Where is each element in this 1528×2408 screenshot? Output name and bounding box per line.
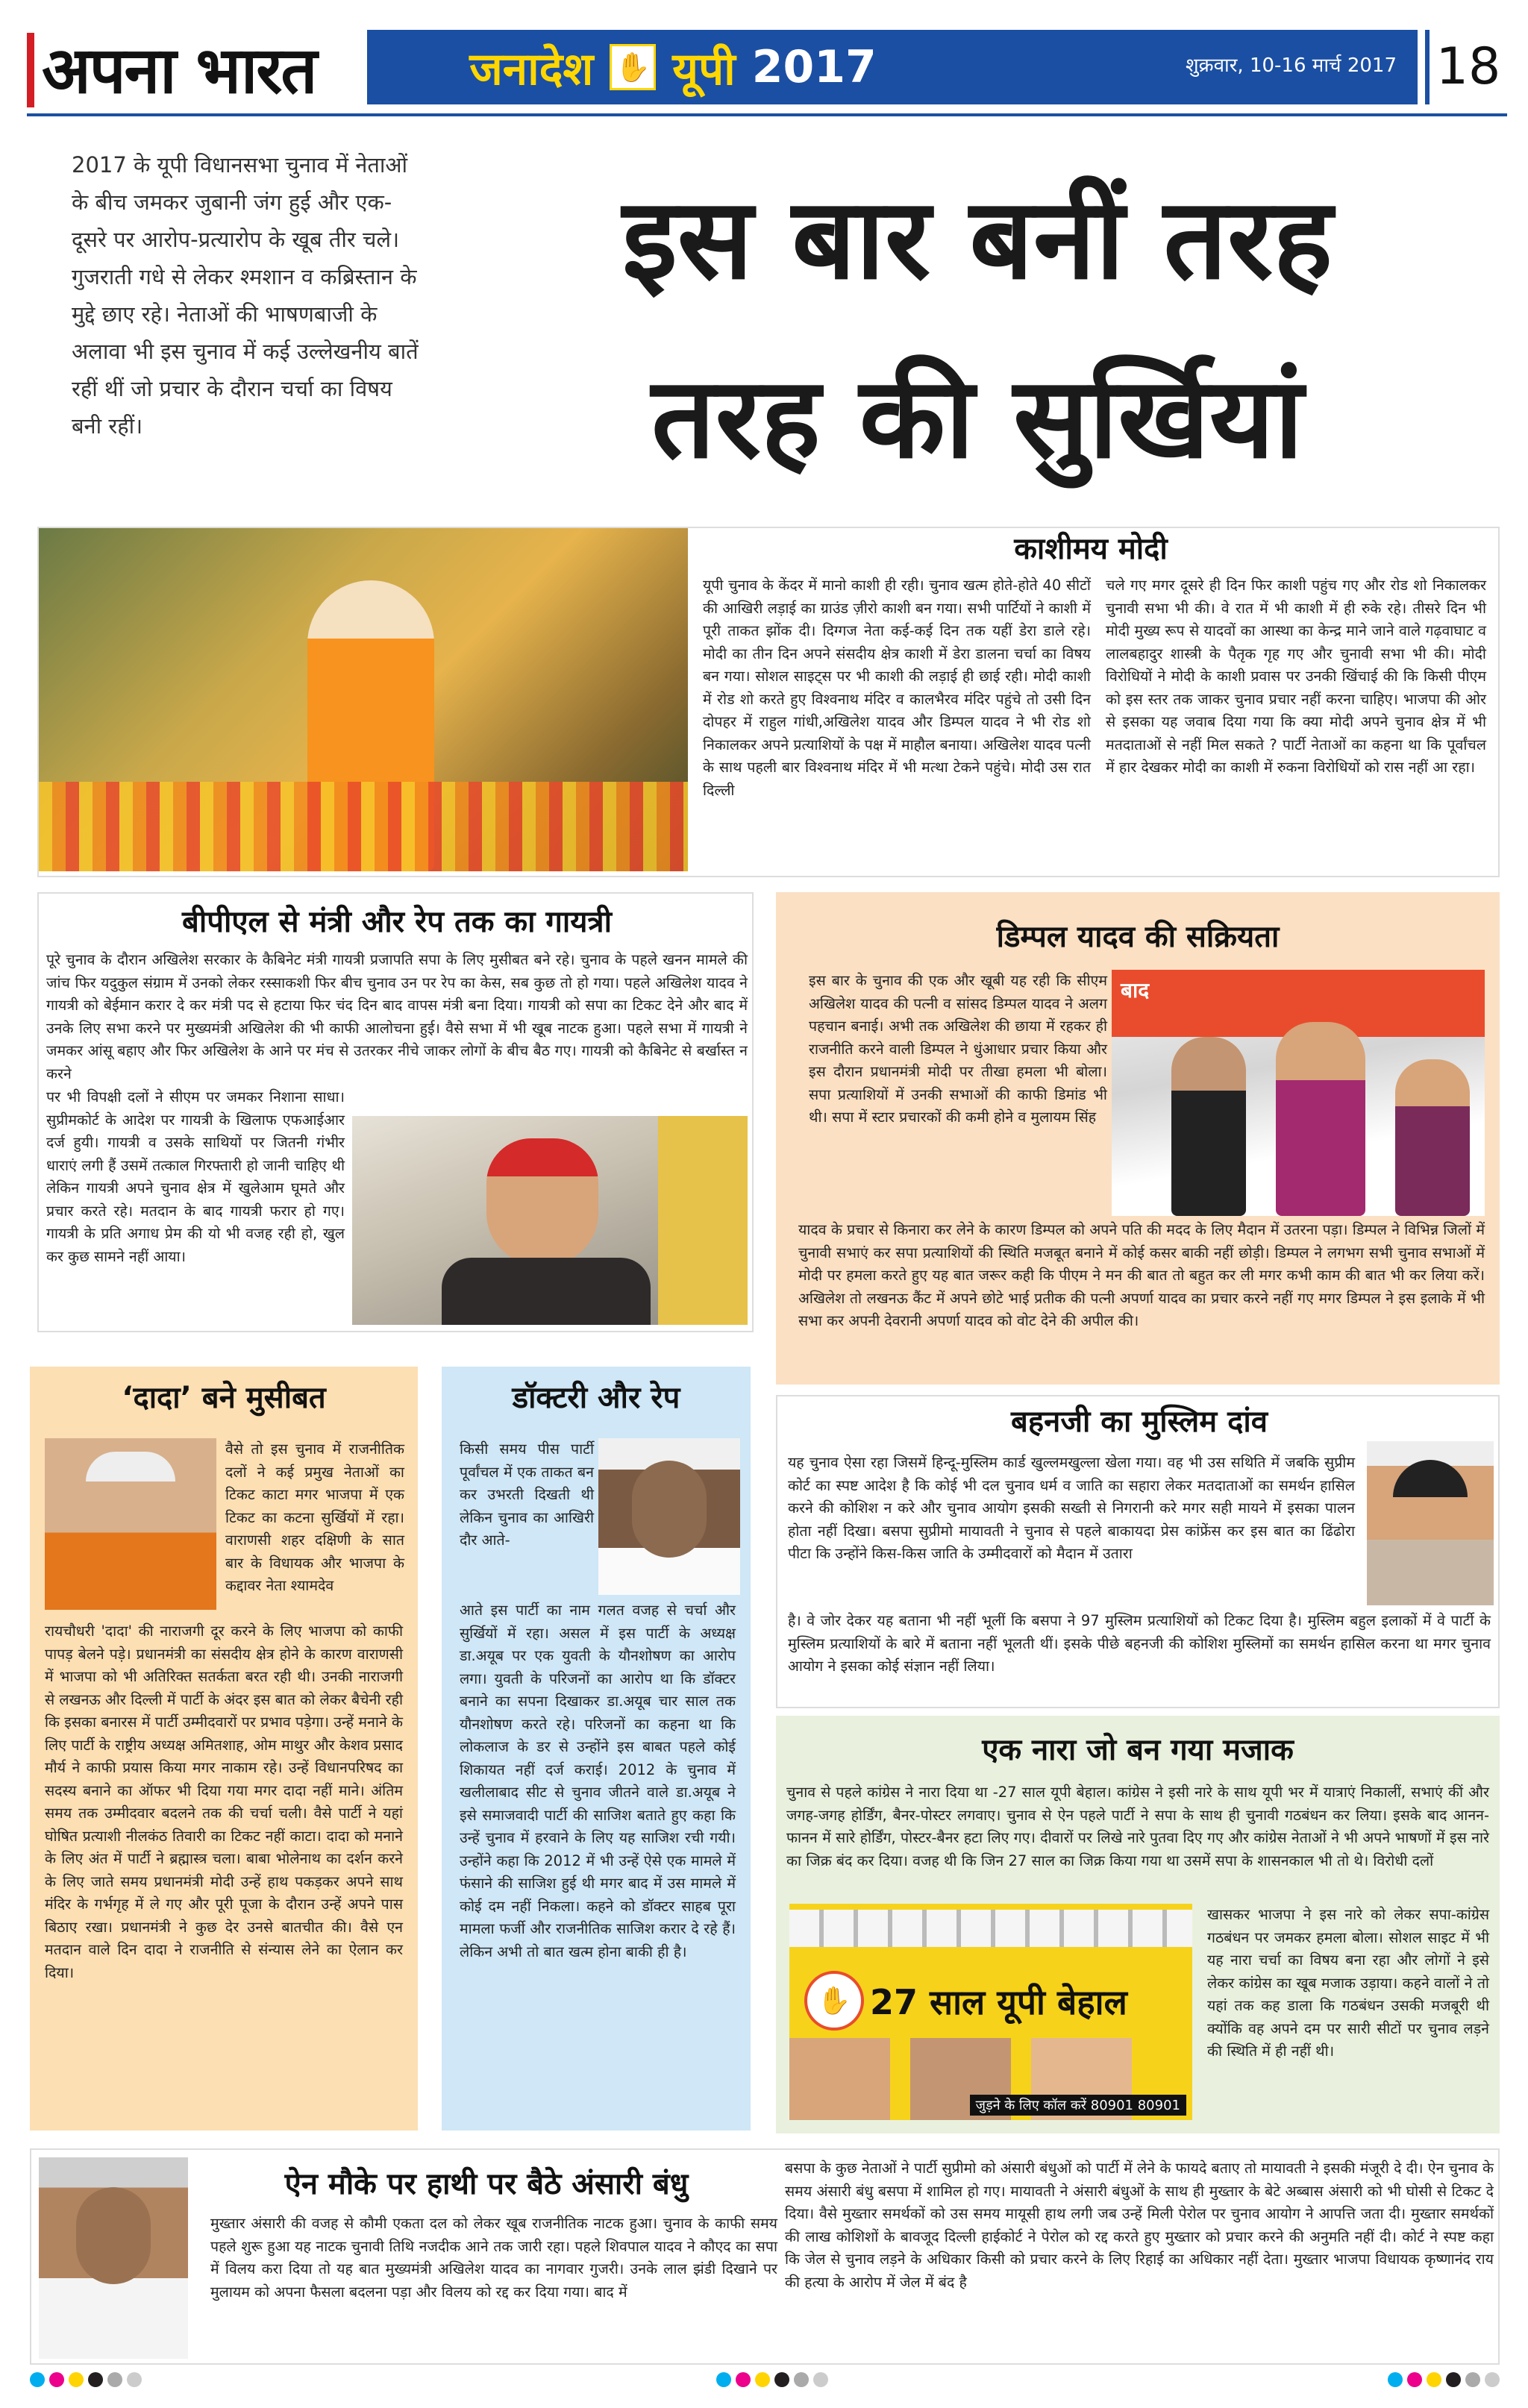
newspaper-logo: अपना भारत: [42, 33, 316, 108]
story-title: डॉक्टरी और रेप: [512, 1381, 680, 1415]
registration-dots-right: [1388, 2372, 1500, 2387]
registration-dot: [1465, 2372, 1480, 2387]
registration-dot: [813, 2372, 828, 2387]
story-dimple: [776, 892, 1500, 1385]
story-doctor: [442, 1367, 751, 2130]
dr-ayub-portrait-photo: [598, 1438, 740, 1595]
story-body-top: पूरे चुनाव के दौरान अखिलेश सरकार के कैबिनेट मंत्री गायत्री प्रजापति सपा के लिए मुसीबत बने रहे। चुनाव के पहले खनन मामले की जांच फिर यदुकुल संग्राम में उनको लेकर रस्साकशी फिर बीच चुनाव उन पर रेप का केस, सब कुछ तो हो गया। पहले अखिलेश यादव ने गायत्री को बेईमान करार दे कर मंत्री पद से हटाया फिर चंद दिन बाद वापस मंत्री बना दिया। गायत्री को सपा का टिकट देने और बाद में उनके लिए सभा करने पर मुख्यमंत्री अखिलेश की भी काफी आलोचना हुई। वैसे सभा में भी खूब नाटक हुआ। पहले सभा में गायत्री ने जमकर आंसू बहाए और फिर अखिलेश के आने पर मंच से उतरकर नीचे जाकर लोगों के बीच बैठ गए। गायत्री को कैबिनेट से बर्खास्त न करने: [46, 951, 748, 1082]
story-body-column-2: चले गए मगर दूसरे ही दिन फिर काशी पहुंच गए और रोड शो निकालकर चुनावी सभा भी की। वे रात में भी काशी में ही रुके रहे। तीसरे दिन भी मोदी मुख्य रूप से यादवों का आस्था का केन्द्र माने जाने वाले गढ़वाघाट व लालबहादुर शास्त्री के पैतृक गृह गए और चुनावी सभा भी की। मोदी विरोधियों ने मोदी के काशी प्रवास पर उनकी खिंचाई की कि किसी पीएम को इस स्तर तक जाकर चुनाव प्रचार नहीं करना चाहिए। भाजपा की ओर से इसका यह जवाब दिया गया कि क्या मोदी अपने चुनाव क्षेत्र में भी मतदाताओं से नहीं मिल सकते ? पार्टी नेताओं का कहना था कि पूर्वांचल में हार देखकर मोदी का काशी में रुकना विरोधियों को रास नहीं आ रहा।: [1106, 577, 1486, 776]
registration-dot: [716, 2372, 731, 2387]
story-body-side: खासकर भाजपा ने इस नारे को लेकर सपा-कांग्रेस गठबंधन पर जमकर हमला बोला। सोशल साइट में भी यह नारा चर्चा का विषय बना रहा और लोगों ने इसे लेकर कांग्रेस का खूब मजाक उड़ाया। कहने वालों ने तो यहां तक कह डाला कि गठबंधन उसकी मजबूरी थी क्योंकि वह अपने दम पर सारी सीटों पर चुनाव लड़ने की स्थिति में ही नहीं थी।: [1207, 1906, 1489, 2060]
masthead-rule: [27, 113, 1507, 116]
photo-banner-text: बाद: [1121, 978, 1150, 1003]
story-gayatri: [37, 892, 754, 1332]
story-title: बहनजी का मुस्लिम दांव: [1011, 1405, 1268, 1439]
registration-dot: [107, 2372, 122, 2387]
story-body-bottom: है। वे जोर देकर यह बताना भी नहीं भूलीं कि बसपा ने 97 मुस्लिम प्रत्याशियों को टिकट दिया है। मुस्लिम बहुल इलाकों में वे पार्टी के मुस्लिम प्रत्याशियों के बारे में बताना नहीं भूलती थीं। इसके पीछे बहनजी की कोशिश मुस्लिमों का समर्थन हासिल करना था मगर चुनाव आयोग ने इसका कोई संज्ञान नहीं लिया।: [788, 1612, 1491, 1675]
headline-line-2: तरह की सुर्खियां: [651, 352, 1303, 483]
registration-dot: [1388, 2372, 1403, 2387]
registration-dot: [127, 2372, 142, 2387]
mayawati-portrait-photo: [1367, 1441, 1494, 1605]
registration-dot: [30, 2372, 45, 2387]
registration-dot: [1446, 2372, 1461, 2387]
poster-slogan: 27 साल यूपी बेहाल: [870, 1982, 1127, 2022]
story-body-side: पर भी विपक्षी दलों ने सीएम पर जमकर निशाना साधा। सुप्रीमकोर्ट के आदेश पर गायत्री के खिलाफ एफआईआर दर्ज हुयी। गायत्री व उसके साथियों पर जितनी गंभीर धाराएं लगी हैं उसमें तत्काल गिरफ्तारी हो जानी चाहिए थी लेकिन गायत्री अपने चुनाव क्षेत्र में खुलेआम घूमते और प्रचार करते रहे। मतदान के बाद गायत्री फरार हो गए। गायत्री के प्रति अगाध प्रेम की यो भी वजह रही हो, खुल कर कुछ सामने नहीं आया।: [46, 1088, 345, 1265]
story-dada: [30, 1367, 418, 2130]
story-nara: [776, 1716, 1500, 2133]
congress-poster-image: [789, 1904, 1192, 2120]
modi-roadshow-photo: [39, 528, 688, 871]
story-body-top: चुनाव से पहले कांग्रेस ने नारा दिया था -27 साल यूपी बेहाल। कांग्रेस ने इसी नारे के साथ यूपी भर में यात्राएं निकालीं, सभाएं कीं और जगह-जगह होर्डिंग, बैनर-पोस्टर लगवाए। चुनाव से ऐन पहले पार्टी ने सपा के साथ ही चुनावी गठबंधन कर लिया। इसके बाद आनन-फानन में सारे होर्डिंग, पोस्टर-बैनर हटा लिए गए। दीवारों पर लिखे नारे पुतवा दिए गए और कांग्रेस नेताओं ने भी अपने भाषणों में इस नारे का जिक्र बंद कर दिया। वजह थी कि जिन 27 साल का जिक्र किया गया था उसमें सपा के शासनकाल भी तो थे। विरोधी दलों: [786, 1784, 1489, 1869]
main-headline: [455, 149, 1500, 507]
story-title: डिम्पल यादव की सक्रियता: [996, 920, 1280, 954]
banner-text-janadesh: जनादेश: [469, 43, 594, 95]
story-body-bottom: रायचौधरी 'दादा' की नाराजगी दूर करने के लिए भाजपा को काफी पापड़ बेलने पड़े। प्रधानमंत्री का संसदीय क्षेत्र होने के कारण वाराणसी में भाजपा को भी अतिरिक्त सतर्कता बरत रही थी। उनकी नाराजगी से लखनऊ और दिल्ली में पार्टी के अंदर इस बात को लेकर बैचेनी रही कि इसका बनारस में पार्टी उम्मीदवारों पर प्रभाव पड़ेगा। उन्हें मनाने के लिए पार्टी के राष्ट्रीय अध्यक्ष अमितशाह, ओम माथुर और केशव प्रसाद मौर्य ने काफी प्रयास किया मगर नाकाम रहे। उन्हें विधानपरिषद का सदस्य बनाने का ऑफर भी दिया गया मगर दादा नहीं माने। अंतिम समय तक उम्मीदवार बदलने तक की चर्चा चली। वैसे पार्टी ने यहां घोषित प्रत्याशी नीलकंठ तिवारी का टिकट नहीं काटा। दादा को मनाने के लिए अंत में पार्टी ने ब्रह्मास्त्र चला। बाबा भोलेनाथ का दर्शन करने के लिए जाते समय प्रधानमंत्री मोदी उन्हें हाथ पकड़कर अपने साथ मंदिर के गर्भगृह में ले गए और पूरी पूजा के दौरान उन्हें अपने पास बिठाए रखा। प्रधानमंत्री ने कुछ देर उनसे बातचीत की। वैसे एन मतदान वाले दिन दादा ने राजनीति से संन्यास लेने का ऐलान कर दिया।: [45, 1622, 403, 1981]
page-number: 18: [1425, 30, 1507, 104]
story-body-side: यह चुनाव ऐसा रहा जिसमें हिन्दू-मुस्लिम कार्ड खुल्लमखुल्ला खेला गया। वह भी उस सथिति में जबकि सुप्रीम कोर्ट का स्पष्ट आदेश है कि कोई भी दल चुनाव धर्म व जाति का सहारा लेकर मतदाताओं का समर्थन हासिल करने की कोशिश न करे और चुनाव आयोग इसकी सख्ती से निगरानी करे मगर सही मायने में इसका पालन होता नहीं दिखा। बसपा सुप्रीमो मायावती ने चुनाव से पहले बाकायदा प्रेस कांफ्रेंस कर इस बात का ढिंढोरा पीटा कि उन्होंने किस-किस जाति के उम्मीदवारों को मैदान में उतारा: [788, 1454, 1355, 1562]
story-body-column-2: बसपा के कुछ नेताओं ने पार्टी सुप्रीमो को अंसारी बंधुओं को पार्टी में लेने के फायदे बताए तो मायावती ने इसकी मंजूरी दे दी। ऐन चुनाव के समय अंसारी बंधु बसपा में शामिल हो गए। मायावती ने अंसारी बंधुओं के साथ ही मुख्तार के बेटे अब्बास अंसारी को भी घोसी से टिकट दे दिया। वैसे मुख्तार समर्थकों को उस समय मायूसी हाथ लगी जब उन्हें मिली पेरोल पर चुनाव आयोग ने आपत्ति जता दी। मुख्तार समर्थकों की लाख कोशिशों के बावजूद दिल्ली हाईकोर्ट ने पेरोल को रद्द करते हुए मुख्तार को प्रचार करने की अनुमति नहीं दी। कोर्ट ने स्पष्ट कहा कि जेल से चुनाव लड़ने के अधिकार किसी को प्रचार करने के लिए रिहाई का अधिकार नहीं देता। मुख्तार भाजपा विधायक कृष्णानंद राय की हत्या के आरोप में जेल में बंद है: [785, 2160, 1494, 2291]
story-title: बीपीएल से मंत्री और रेप तक का गायत्री: [182, 905, 612, 939]
hand-symbol-icon: ✋: [804, 1971, 864, 2031]
story-body-bottom: यादव के प्रचार से किनारा कर लेने के कारण डिम्पल को अपने पति की मदद के लिए मैदान में उतरना पड़ा। डिम्पल ने विभिन्न जिलों में चुनावी सभाएं कर सपा प्रत्याशियों की स्थिति मजबूत बनाने में कोई कसर बाकी नहीं छोड़ी। डिम्पल ने लगभग सभी चुनाव सभाओं में मोदी पर हमला करते हुए यह बात जरूर कही कि पीएम ने मन की बात तो बहुत कर ली मगर कभी काम की बात भी कर लिया करें। अखिलेश तो लखनऊ कैंट में अपने छोटे भाई प्रतीक की पत्नी अपर्णा यादव का प्रचार करने नहीं गए मगर डिम्पल ने इस इलाके में भी सभा कर अपनी देवरानी अपर्णा यादव को वोट देने की अपील की।: [798, 1221, 1485, 1329]
story-title: ऐन मौके पर हाथी पर बैठे अंसारी बंधु: [284, 2167, 689, 2201]
issue-date: शुक्रवार, 10-16 मार्च 2017: [1185, 54, 1397, 77]
banner-text-year: 2017: [751, 41, 877, 93]
story-ansari: [30, 2148, 1500, 2365]
story-modi: [37, 527, 1500, 877]
story-body-side: वैसे तो इस चुनाव में राजनीतिक दलों ने कई प्रमुख नेताओं का टिकट काटा मगर भाजपा में एक टिकट का कटना सुर्खियों में रहा। वाराणसी शहर दक्षिणी के सात बार के विधायक और भाजपा के कद्दावर नेता श्यामदेव: [225, 1440, 404, 1594]
registration-dot: [794, 2372, 809, 2387]
registration-dot: [736, 2372, 751, 2387]
hand-symbol-icon: ✋: [610, 44, 656, 90]
story-body-bottom: आते इस पार्टी का नाम गलत वजह से चर्चा और सुर्खियों में रहा। असल में इस पार्टी के अध्यक्ष डा.अयूब पर एक युवती के यौनशोषण का आरोप लगा। युवती के परिजनों का आरोप था कि डॉक्टर बनाने का सपना दिखाकर डा.अयूब चार साल तक यौनशोषण करते रहे। परिजनों का कहना था कि लोकलाज के डर से उन्होंने इस बाबत पहले कोई शिकायत नहीं दर्ज कराई। 2012 के चुनाव में खलीलाबाद सीट से चुनाव जीतने वाले डा.अयूब ने इसे समाजवादी पार्टी की साजिश बताते हुए कहा कि उन्हें चुनाव में हरवाने के लिए यह साजिश रची गयी। उन्होंने कहा कि 2012 में भी उन्हें ऐसे एक मामले में फंसाने की साजिश हुई थी मगर बाद में उस मामले में कोई दम नहीं निकला। कहने को डॉक्टर साहब पूरा मामला फर्जी और राजनीतिक साजिश करार दे रहे हैं। लेकिन अभी तो बात खत्म होना बाकी ही है।: [460, 1602, 736, 1960]
registration-dot: [69, 2372, 84, 2387]
section-banner: [367, 30, 1418, 104]
registration-dot: [755, 2372, 770, 2387]
registration-dot: [774, 2372, 789, 2387]
headline-line-1: इस बार बनीं तरह: [622, 173, 1333, 304]
mukhtar-ansari-portrait-photo: [39, 2157, 188, 2359]
story-body-side: इस बार के चुनाव की एक और खूबी यह रही कि सीएम अखिलेश यादव की पत्नी व सांसद डिम्पल यादव ने अलग पहचान बनाई। अभी तक अखिलेश की छाया में रहकर ही राजनीति करने वाली डिम्पल ने धुंआधार प्रचार किया और इस दौरान प्रधानमंत्री मोदी पर तीखा हमला भी बोला। सपा प्रत्याशियों में उनकी सभाओं की काफी डिमांड भी थी। सपा में स्टार प्रचारकों की कमी होने व मुलायम सिंह: [809, 972, 1107, 1126]
registration-dot: [88, 2372, 103, 2387]
banner-text-up: यूपी: [672, 43, 736, 95]
registration-dots-center: [716, 2372, 828, 2387]
registration-dot: [49, 2372, 64, 2387]
poster-phone: जुड़ने के लिए कॉल करें 80901 80901: [970, 2095, 1186, 2116]
story-body-column-1: मुख्तार अंसारी की वजह से कौमी एकता दल को लेकर खूब राजनीतिक नाटक हुआ। चुनाव के काफी समय पहले शुरू हुआ यह नाटक चुनावी तिथि नजदीक आने तक जारी रहा। पहले शिवपाल यादव ने कौएद का सपा में विलय करा दिया तो यह बात मुख्यमंत्री अखिलेश यादव का नागवार गुजरी। उनके लाल झंडी दिखाने पर मुलायम को अपना फैसला बदलना पड़ा और विलय को रद्द कर दिया गया। बाद में: [210, 2215, 777, 2301]
story-body-column-1: यूपी चुनाव के केंदर में मानो काशी ही रही। चुनाव खत्म होते-होते 40 सीटों की आखिरी लड़ाई का ग्राउंड ज़ीरो काशी बन गया। सभी पार्टियों ने काशी में पूरी ताकत झोंक दी। दिग्गज नेता कई-कई दिन तक यहीं डेरा डाले रहे। मोदी का तीन दिन अपने संसदीय क्षेत्र काशी में डेरा डालना चर्चा का विषय बन गया। सोशल साइट्स पर भी काशी की लड़ाई ही छाई रही। मोदी काशी में रोड शो करते हुए विश्वनाथ मंदिर व कालभैरव मंदिर पहुंचे तो उसी दिन दोपहर में राहुल गांधी,अखिलेश यादव और डिम्पल यादव ने भी रोड शो निकालकर अपने प्रत्याशियों के पक्ष में माहौल बनाया। अखिलेश यादव पत्नी के साथ पहली बार विश्वनाथ मंदिर में भी मत्था टेकने पहुंचे। मोदी उस रात दिल्ली: [703, 577, 1091, 799]
registration-dot: [1485, 2372, 1500, 2387]
story-behenji: [776, 1395, 1500, 1708]
registration-dot: [1407, 2372, 1422, 2387]
story-title: काशीमय मोदी: [1014, 532, 1168, 566]
registration-dots-left: [30, 2372, 142, 2387]
intro-paragraph: 2017 के यूपी विधानसभा चुनाव में नेताओं के बीच जमकर जुबानी जंग हुई और एक-दूसरे पर आरोप-प्रत्यारोप के खूब तीर चले। गुजराती गधे से लेकर श्मशान व कब्रिस्तान के मुद्दे छाए रहे। नेताओं की भाषणबाजी के अलावा भी इस चुनाव में कई उल्लेखनीय बातें रहीं थीं जो प्रचार के दौरान चर्चा का विषय बनी रहीं।: [72, 152, 419, 439]
gayatri-photo: [352, 1116, 748, 1325]
registration-dot: [1427, 2372, 1441, 2387]
shyamdev-portrait-photo: [45, 1438, 216, 1610]
dimple-rally-photo: [1112, 970, 1485, 1216]
story-body-side: किसी समय पीस पार्टी पूर्वांचल में एक ताकत बन कर उभरती दिखती थी लेकिन चुनाव का आखिरी दौर आते-: [460, 1440, 594, 1549]
story-title: एक नारा जो बन गया मजाक: [982, 1733, 1294, 1767]
story-title: ‘दादा’ बने मुसीबत: [122, 1381, 326, 1415]
